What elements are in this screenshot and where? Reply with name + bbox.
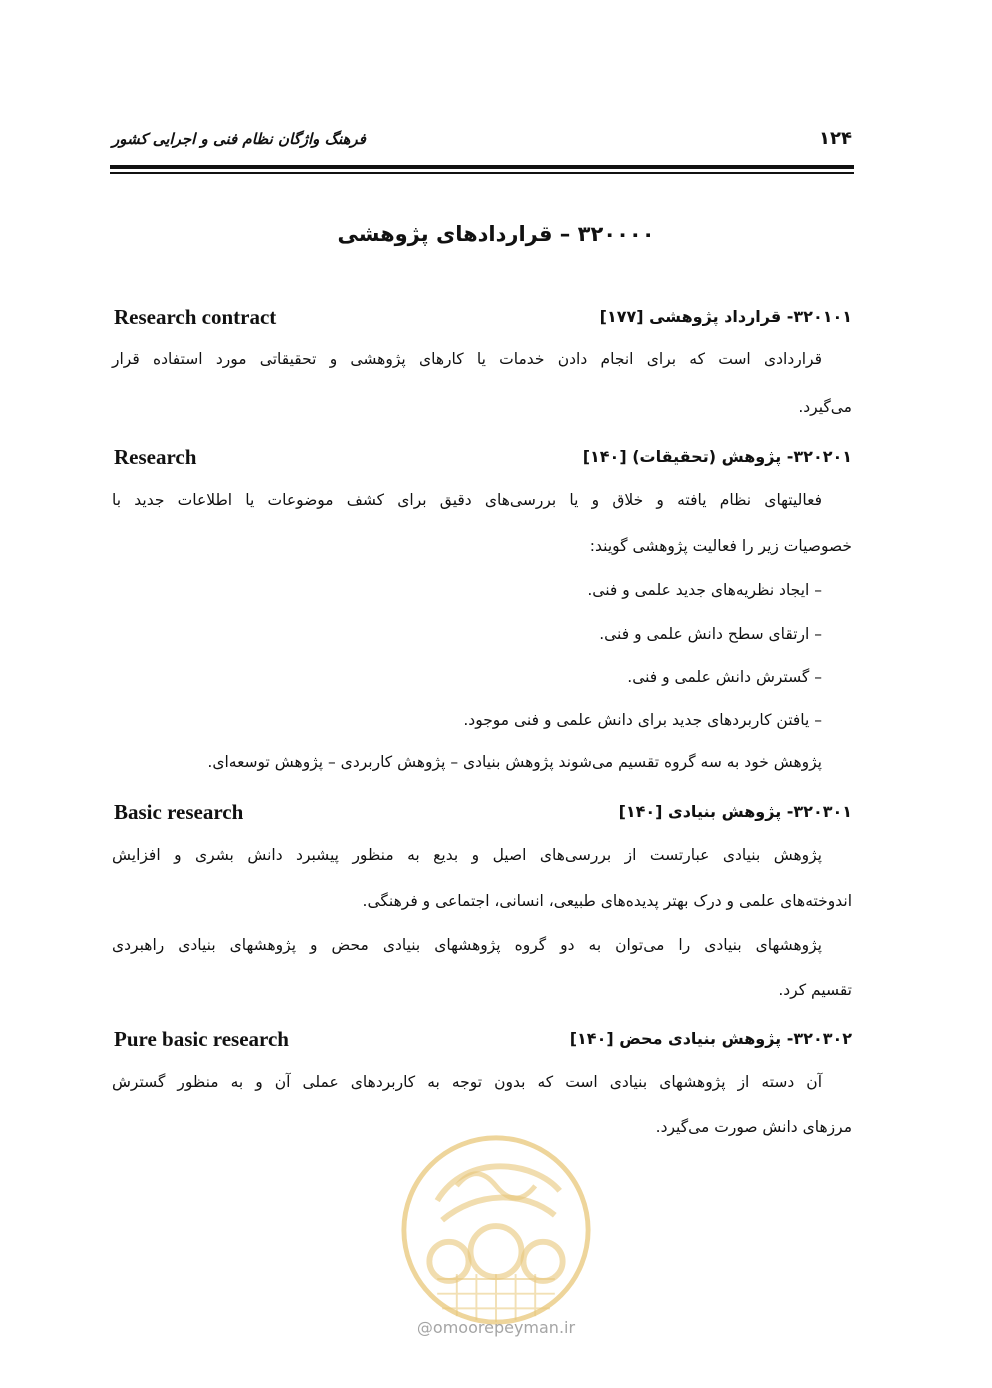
bullet-item: – یافتن کاربردهای جدید برای دانش علمی و فنی موجود. [463,711,822,729]
header-rule-thick [110,165,854,169]
section-title: ۳۲۰۰۰۰ – قراردادهای پژوهشی [337,222,655,246]
watermark-logo [398,1132,594,1328]
running-header [112,128,852,158]
entry-heading [112,447,852,475]
entry-text-line: می‌گیرد. [798,398,852,416]
entry-text-line: پژوهشهای بنیادی را می‌توان به دو گروه پژوهشهای بنیادی محض و پژوهشهای بنیادی راهبردی [112,936,822,954]
running-title: فرهنگ واژگان نظام فنی و اجرایی کشور [112,130,366,148]
entry-heading-fa: ۳۲۰۳۰۱- پژوهش بنیادی [۱۴۰] [618,802,852,821]
entry-closing-text: پژوهش خود به سه گروه تقسیم می‌شوند پژوهش بنیادی – پژوهش کاربردی – پژوهش توسعه‌ای. [207,753,822,771]
entry-text-line: آن دسته از پژوهشهای بنیادی است که بدون توجه به کاربردهای عملی آن و به منظور گسترش [112,1073,822,1091]
entry-heading-en: Research contract [114,305,277,329]
entry-text-line: اندوخته‌های علمی و درک بهتر پدیده‌های طبیعی، انسانی، اجتماعی و فرهنگی. [362,892,852,910]
entry-heading-fa: ۳۲۰۳۰۲- پژوهش بنیادی محض [۱۴۰] [569,1029,852,1048]
entry-heading [112,802,852,830]
watermark-url: @omoorepeyman.ir [416,1318,576,1337]
entry-text-line: تقسیم کرد. [778,981,852,999]
entry-text-line: قراردادی است که برای انجام دادن خدمات یا کارهای پژوهشی و تحقیقاتی مورد استفاده قرار [112,350,822,368]
header-rule-thin [110,172,854,174]
entry-heading-en: Pure basic research [114,1027,289,1051]
entry-heading-en: Basic research [114,800,244,824]
entry-heading-fa: ۳۲۰۲۰۱- پژوهش (تحقیقات) [۱۴۰] [582,447,852,466]
entry-heading [112,1029,852,1057]
entry-heading [112,307,852,335]
entry-heading-en: Research [114,445,197,469]
bullet-item: – ایجاد نظریه‌های جدید علمی و فنی. [587,581,822,599]
entry-text-line: مرزهای دانش صورت می‌گیرد. [655,1118,852,1136]
page-number: ۱۲۴ [819,128,852,149]
entry-text-line: فعالیتهای نظام یافته و خلاق و یا بررسی‌های دقیق برای کشف موضوعات یا اطلاعات جدید با [112,491,822,509]
entry-text-line: خصوصیات زیر را فعالیت پژوهشی گویند: [589,537,852,555]
entry-heading-fa: ۳۲۰۱۰۱- قرارداد پژوهشی [۱۷۷] [599,307,852,326]
entry-text-line: پژوهش بنیادی عبارتست از بررسی‌های اصیل و بدیع به منظور پیشبرد دانش بشری و افزایش [112,846,822,864]
bullet-item: – ارتقای سطح دانش علمی و فنی. [599,625,822,643]
bullet-item: – گسترش دانش علمی و فنی. [627,668,822,686]
